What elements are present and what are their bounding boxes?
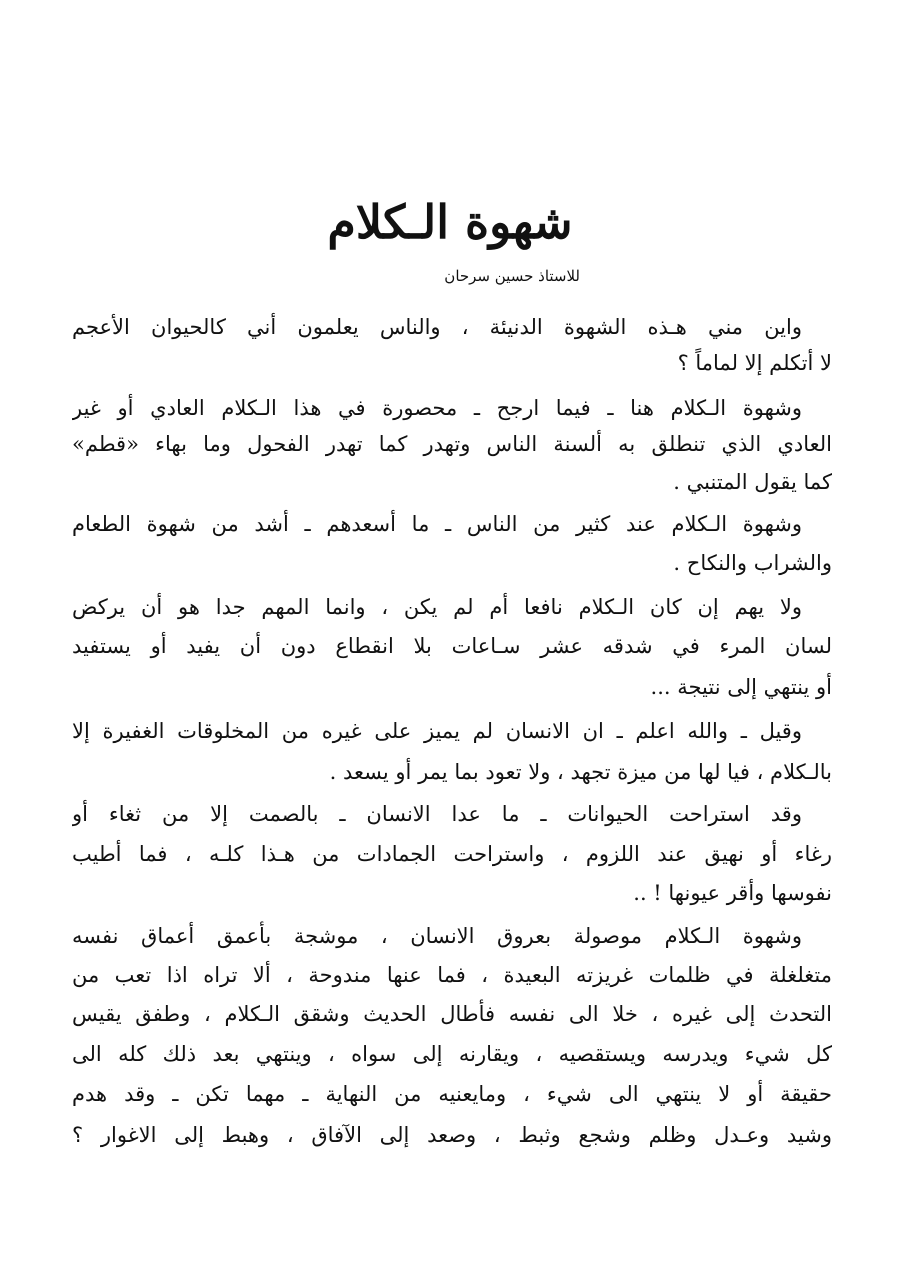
paragraph-line: لسان المرء في شدقه عشر سـاعات بلا انقطاع دون أن يفيد أو يستفيد: [72, 634, 832, 658]
paragraph-line: كما يقول المتنبي .: [673, 470, 832, 494]
paragraph-line: أو ينتهي إلى نتيجة ...: [650, 675, 832, 699]
paragraph-line: وشهوة الـكلام موصولة بعروق الانسان ، موشجة بأعمق أعماق نفسه: [72, 924, 802, 948]
paragraph-line: رغاء أو نهيق عند اللزوم ، واستراحت الجمادات من هـذا كلـه ، فما أطيب: [72, 842, 832, 866]
paragraph-line: ولا يهم إن كان الـكلام نافعا أم لم يكن ، وانما المهم جدا هو أن يركض: [72, 595, 802, 619]
paragraph-line: حقيقة أو لا ينتهي الى شيء ، ومايعنيه من النهاية ـ مهما تكن ـ وقد هدم: [72, 1082, 832, 1106]
article-author: للاستاذ حسين سرحان: [444, 267, 580, 285]
article-title: شهوة الـكلام: [327, 195, 573, 249]
paragraph-line: وشهوة الـكلام هنا ـ فيما ارجح ـ محصورة في هذا الـكلام العادي أو غير: [72, 396, 802, 420]
paragraph-line: التحدث إلى غيره ، خلا الى نفسه فأطال الحديث وشقق الـكلام ، وطفق يقيس: [72, 1002, 832, 1026]
paragraph-line: وقيل ـ والله اعلم ـ ان الانسان لم يميز على غيره من المخلوقات الغفيرة إلا: [72, 719, 802, 743]
paragraph-line: وشيد وعـدل وظلم وشجع وثبط ، وصعد إلى الآفاق ، وهبط إلى الاغوار ؟: [72, 1123, 832, 1147]
paragraph-line: نفوسها وأقر عيونها ! ..: [633, 881, 832, 905]
paragraph-line: واين مني هـذه الشهوة الدنيئة ، والناس يعلمون أني كالحيوان الأعجم: [72, 315, 802, 339]
paragraph-line: كل شيء ويدرسه ويستقصيه ، ويقارنه إلى سواه ، وينتهي بعد ذلك كله الى: [72, 1042, 832, 1066]
paragraph-line: العادي الذي تنطلق به ألسنة الناس وتهدر كما تهدر الفحول وما بهاء «قطم»: [72, 432, 832, 456]
paragraph-line: لا أتكلم إلا لماماً ؟: [677, 351, 832, 375]
paragraph-line: بالـكلام ، فيا لها من ميزة تجهد ، ولا تعود بما يمر أو يسعد .: [329, 760, 832, 784]
paragraph-line: وقد استراحت الحيوانات ـ ما عدا الانسان ـ بالصمت إلا من ثغاء أو: [72, 802, 802, 826]
paragraph-line: متغلغلة في ظلمات غريزته البعيدة ، فما عنها مندوحة ، ألا تراه اذا تعب من: [72, 963, 832, 987]
paragraph-line: والشراب والنكاح .: [673, 551, 832, 575]
paragraph-line: وشهوة الـكلام عند كثير من الناس ـ ما أسعدهم ـ أشد من شهوة الطعام: [72, 512, 802, 536]
